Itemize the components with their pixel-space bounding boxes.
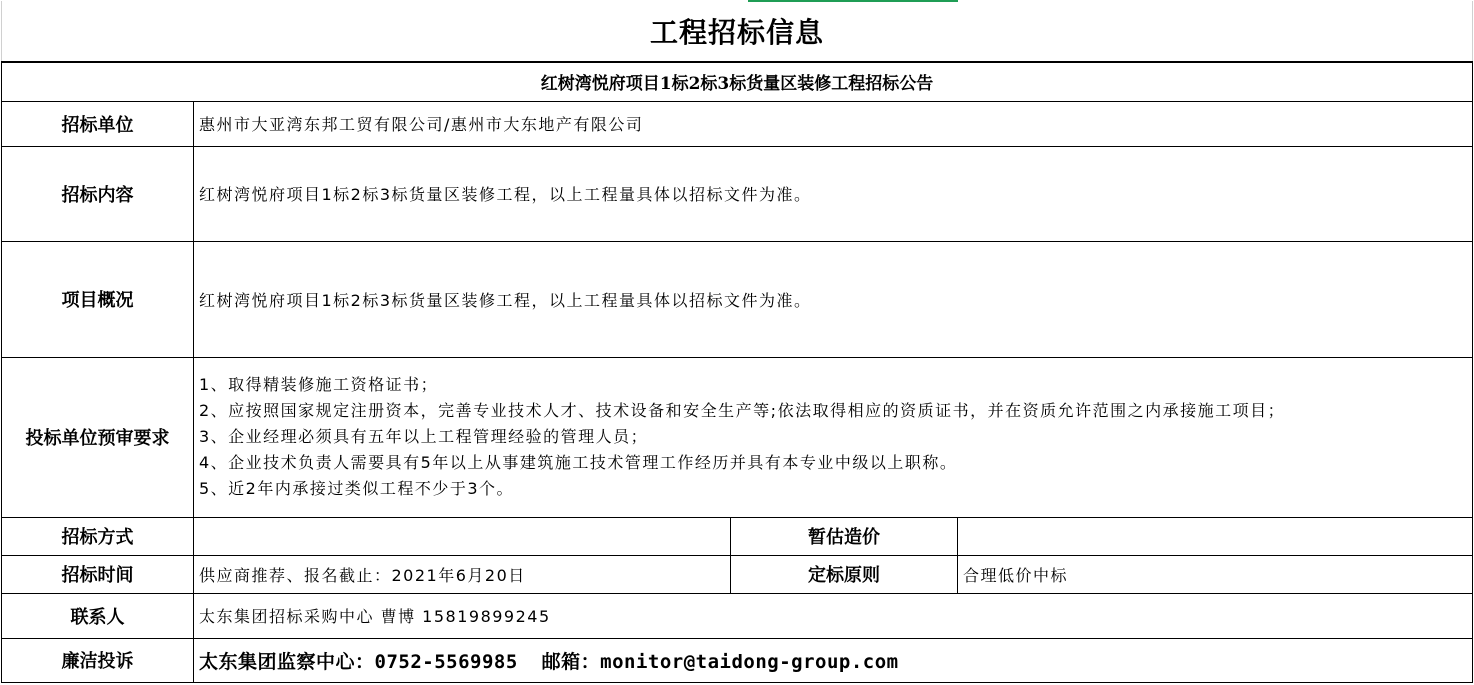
requirement-item: 1、取得精装修施工资格证书； — [199, 375, 439, 394]
requirement-item: 3、企业经理必须具有五年以上工程管理经验的管理人员； — [199, 427, 649, 446]
announcement-title: 红树湾悦府项目1标2标3标货量区装修工程招标公告 — [2, 62, 1473, 101]
complaint-label: 廉洁投诉 — [2, 638, 194, 682]
overview-value: 红树湾悦府项目1标2标3标货量区装修工程，以上工程量具体以招标文件为准。 — [194, 241, 1473, 357]
requirements-label: 投标单位预审要求 — [2, 357, 194, 517]
tender-info-table — [1, 1, 1473, 683]
contact-value: 太东集团招标采购中心 曹博 15819899245 — [194, 593, 1473, 638]
bidder-value: 惠州市大亚湾东邦工贸有限公司/惠州市大东地产有限公司 — [194, 101, 1473, 146]
requirement-item: 4、企业技术负责人需要具有5年以上从事建筑施工技术管理工作经历并具有本专业中级以上职称。 — [199, 453, 958, 472]
requirement-item: 2、应按照国家规定注册资本，完善专业技术人才、技术设备和安全生产等;依法取得相应的资质证书，并在资质允许范围之内承接施工项目； — [199, 401, 1286, 420]
overview-label: 项目概况 — [2, 241, 194, 357]
page-title: 工程招标信息 — [2, 1, 1473, 62]
complaint-value: 太东集团监察中心：0752-5569985 邮箱：monitor@taidong-group.com — [194, 638, 1473, 682]
content-value: 红树湾悦府项目1标2标3标货量区装修工程，以上工程量具体以招标文件为准。 — [194, 146, 1473, 241]
requirements-value — [194, 357, 1473, 517]
bidder-label: 招标单位 — [2, 101, 194, 146]
award-principle-label: 定标原则 — [731, 555, 958, 593]
time-value: 供应商推荐、报名截止：2021年6月20日 — [194, 555, 731, 593]
estimated-cost-value — [958, 517, 1473, 555]
requirements-list — [199, 372, 1472, 502]
requirement-item: 5、近2年内承接过类似工程不少于3个。 — [199, 479, 515, 498]
method-value — [194, 517, 731, 555]
method-label: 招标方式 — [2, 517, 194, 555]
content-label: 招标内容 — [2, 146, 194, 241]
time-label: 招标时间 — [2, 555, 194, 593]
estimated-cost-label: 暂估造价 — [731, 517, 958, 555]
award-principle-value: 合理低价中标 — [958, 555, 1473, 593]
tender-info-sheet — [1, 1, 1472, 685]
contact-label: 联系人 — [2, 593, 194, 638]
